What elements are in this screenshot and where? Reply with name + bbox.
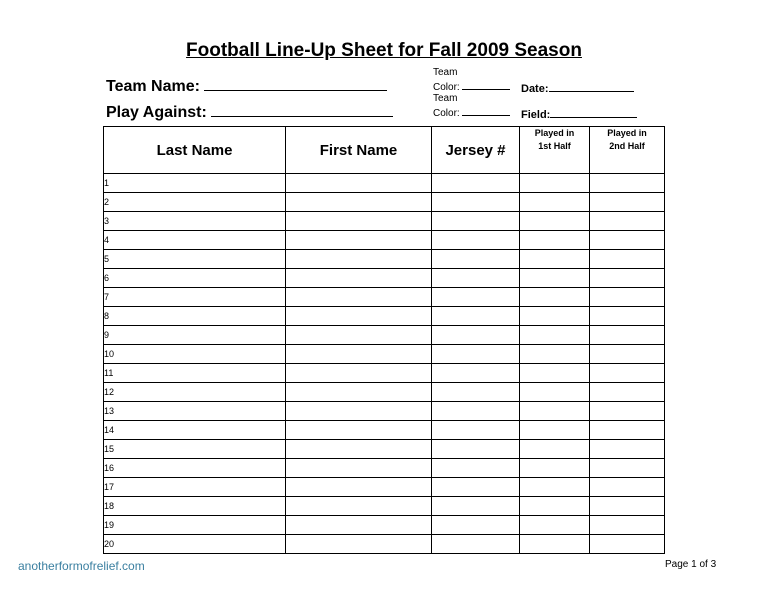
- field-blank[interactable]: [550, 106, 637, 118]
- table-row: [104, 383, 665, 402]
- team-label-1: Team: [433, 67, 458, 78]
- blank-cell[interactable]: [520, 288, 590, 307]
- row-number-cell[interactable]: 20: [104, 535, 286, 554]
- blank-cell[interactable]: [432, 459, 520, 478]
- blank-cell[interactable]: [590, 288, 665, 307]
- table-row: [104, 364, 665, 383]
- blank-cell[interactable]: [432, 421, 520, 440]
- play-against-field: [106, 101, 393, 123]
- blank-cell[interactable]: [520, 364, 590, 383]
- blank-cell[interactable]: [590, 345, 665, 364]
- table-row: [104, 516, 665, 535]
- blank-cell[interactable]: [432, 345, 520, 364]
- blank-cell[interactable]: [286, 345, 432, 364]
- blank-cell[interactable]: [520, 459, 590, 478]
- table-row: [104, 459, 665, 478]
- row-number-cell[interactable]: 10: [104, 345, 286, 364]
- row-number-cell[interactable]: 2: [104, 193, 286, 212]
- blank-cell[interactable]: [520, 516, 590, 535]
- color-label-1: Color:: [433, 82, 460, 93]
- blank-cell[interactable]: [432, 402, 520, 421]
- blank-cell[interactable]: [432, 193, 520, 212]
- table-row: [104, 402, 665, 421]
- table-row: [104, 535, 665, 554]
- blank-cell[interactable]: [286, 516, 432, 535]
- blank-cell[interactable]: [520, 212, 590, 231]
- blank-cell[interactable]: [520, 250, 590, 269]
- date-blank[interactable]: [549, 80, 634, 92]
- blank-cell[interactable]: [432, 231, 520, 250]
- table-row: [104, 326, 665, 345]
- blank-cell[interactable]: [432, 516, 520, 535]
- header-first-name: First Name: [286, 127, 432, 174]
- play-against-label: Play Against:: [106, 104, 207, 121]
- blank-cell[interactable]: [590, 250, 665, 269]
- row-number-cell[interactable]: 1: [104, 174, 286, 193]
- website-footer: anotherformofrelief.com: [18, 559, 145, 573]
- blank-cell[interactable]: [286, 231, 432, 250]
- blank-cell[interactable]: [590, 307, 665, 326]
- blank-cell[interactable]: [590, 231, 665, 250]
- blank-cell[interactable]: [590, 402, 665, 421]
- blank-cell[interactable]: [590, 212, 665, 231]
- lineup-table: [103, 126, 665, 554]
- table-row: [104, 478, 665, 497]
- blank-cell[interactable]: [432, 288, 520, 307]
- blank-cell[interactable]: [590, 174, 665, 193]
- row-number-cell[interactable]: 5: [104, 250, 286, 269]
- blank-cell[interactable]: [520, 478, 590, 497]
- header-last-name: Last Name: [104, 127, 286, 174]
- blank-cell[interactable]: [286, 288, 432, 307]
- row-number-cell[interactable]: 17: [104, 478, 286, 497]
- blank-cell[interactable]: [432, 212, 520, 231]
- blank-cell[interactable]: [432, 535, 520, 554]
- blank-cell[interactable]: [590, 497, 665, 516]
- blank-cell[interactable]: [432, 440, 520, 459]
- blank-cell[interactable]: [590, 440, 665, 459]
- blank-cell[interactable]: [590, 478, 665, 497]
- play-against-blank[interactable]: [211, 101, 393, 117]
- blank-cell[interactable]: [590, 459, 665, 478]
- blank-cell[interactable]: [590, 383, 665, 402]
- header-jersey: Jersey #: [432, 127, 520, 174]
- blank-cell[interactable]: [590, 364, 665, 383]
- team-label-2: Team: [433, 93, 458, 104]
- blank-cell[interactable]: [520, 174, 590, 193]
- row-number-cell[interactable]: 13: [104, 402, 286, 421]
- blank-cell[interactable]: [432, 174, 520, 193]
- row-number-cell[interactable]: 6: [104, 269, 286, 288]
- blank-cell[interactable]: [590, 193, 665, 212]
- blank-cell[interactable]: [520, 307, 590, 326]
- table-row: [104, 269, 665, 288]
- team-name-label: Team Name:: [106, 78, 200, 95]
- row-number-cell[interactable]: 15: [104, 440, 286, 459]
- header-played-1st-half: Played in 1st Half: [520, 127, 590, 174]
- blank-cell[interactable]: [286, 497, 432, 516]
- blank-cell[interactable]: [432, 326, 520, 345]
- blank-cell[interactable]: [520, 269, 590, 288]
- row-number-cell[interactable]: 16: [104, 459, 286, 478]
- blank-cell[interactable]: [432, 478, 520, 497]
- table-row: [104, 307, 665, 326]
- table-row: [104, 440, 665, 459]
- row-number-cell[interactable]: 8: [104, 307, 286, 326]
- blank-cell[interactable]: [520, 497, 590, 516]
- blank-cell[interactable]: [432, 364, 520, 383]
- row-number-cell[interactable]: 9: [104, 326, 286, 345]
- row-number-cell[interactable]: 19: [104, 516, 286, 535]
- table-row: [104, 174, 665, 193]
- row-number-cell[interactable]: 7: [104, 288, 286, 307]
- team-name-field: [106, 75, 387, 97]
- blank-cell[interactable]: [286, 402, 432, 421]
- blank-cell[interactable]: [590, 269, 665, 288]
- color-label-2: Color:: [433, 108, 460, 119]
- blank-cell[interactable]: [520, 440, 590, 459]
- blank-cell[interactable]: [432, 497, 520, 516]
- blank-cell[interactable]: [286, 307, 432, 326]
- blank-cell[interactable]: [286, 250, 432, 269]
- date-label: Date:: [521, 83, 549, 95]
- blank-cell[interactable]: [432, 250, 520, 269]
- table-row: [104, 193, 665, 212]
- blank-cell[interactable]: [286, 535, 432, 554]
- header-played-2nd-half: Played in 2nd Half: [590, 127, 665, 174]
- blank-cell[interactable]: [286, 459, 432, 478]
- blank-cell[interactable]: [286, 212, 432, 231]
- blank-cell[interactable]: [520, 193, 590, 212]
- blank-cell[interactable]: [520, 402, 590, 421]
- team-color-blank-1[interactable]: [462, 79, 510, 90]
- row-number-cell[interactable]: 3: [104, 212, 286, 231]
- blank-cell[interactable]: [286, 421, 432, 440]
- blank-cell[interactable]: [432, 307, 520, 326]
- row-number-cell[interactable]: 12: [104, 383, 286, 402]
- blank-cell[interactable]: [286, 193, 432, 212]
- blank-cell[interactable]: [286, 174, 432, 193]
- blank-cell[interactable]: [520, 231, 590, 250]
- table-row: [104, 212, 665, 231]
- table-header-row: [104, 127, 665, 174]
- field-field: [521, 106, 637, 122]
- blank-cell[interactable]: [520, 383, 590, 402]
- table-row: [104, 497, 665, 516]
- row-number-cell[interactable]: 4: [104, 231, 286, 250]
- table-row: [104, 421, 665, 440]
- blank-cell[interactable]: [520, 535, 590, 554]
- team-color-blank-2[interactable]: [462, 105, 510, 116]
- blank-cell[interactable]: [590, 421, 665, 440]
- blank-cell[interactable]: [432, 269, 520, 288]
- field-label: Field:: [521, 109, 551, 121]
- blank-cell[interactable]: [286, 326, 432, 345]
- row-number-cell[interactable]: 11: [104, 364, 286, 383]
- blank-cell[interactable]: [286, 478, 432, 497]
- blank-cell[interactable]: [590, 535, 665, 554]
- blank-cell[interactable]: [520, 326, 590, 345]
- blank-cell[interactable]: [590, 516, 665, 535]
- blank-cell[interactable]: [520, 421, 590, 440]
- date-field: [521, 80, 634, 96]
- table-row: [104, 250, 665, 269]
- blank-cell[interactable]: [286, 269, 432, 288]
- team-color-field-2: [433, 105, 510, 120]
- blank-cell[interactable]: [432, 383, 520, 402]
- team-name-blank[interactable]: [204, 75, 387, 91]
- blank-cell[interactable]: [286, 440, 432, 459]
- page-number: Page 1 of 3: [665, 559, 717, 570]
- table-row: [104, 288, 665, 307]
- blank-cell[interactable]: [286, 364, 432, 383]
- table-row: [104, 231, 665, 250]
- table-row: [104, 345, 665, 364]
- row-number-cell[interactable]: 14: [104, 421, 286, 440]
- blank-cell[interactable]: [590, 326, 665, 345]
- blank-cell[interactable]: [286, 383, 432, 402]
- row-number-cell[interactable]: 18: [104, 497, 286, 516]
- document-title: Football Line-Up Sheet for Fall 2009 Season: [186, 40, 582, 61]
- blank-cell[interactable]: [520, 345, 590, 364]
